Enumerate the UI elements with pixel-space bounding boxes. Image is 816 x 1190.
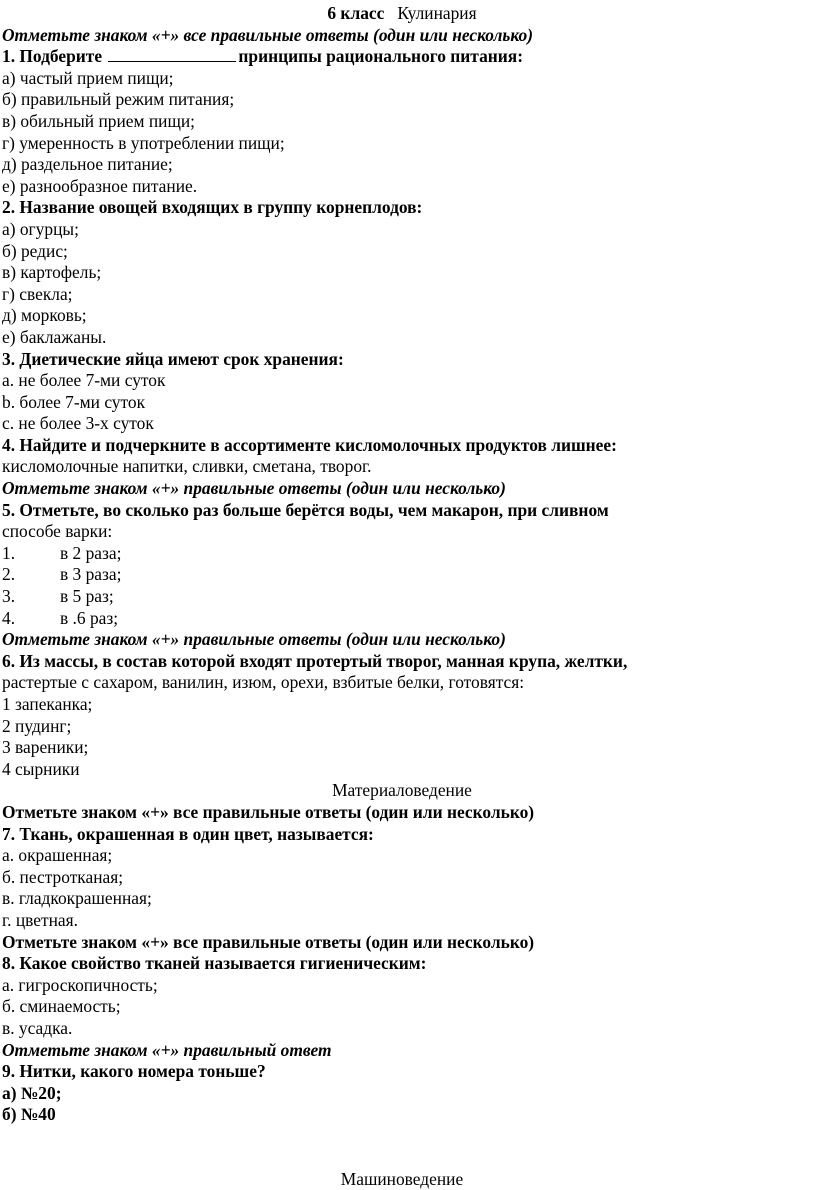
instruction: Отметьте знаком «+» правильные ответы (один или несколько) [2,478,506,499]
question-6: 6. Из массы, в состав которой входят протертый творог, манная крупа, желтки, [2,650,628,671]
option[interactable]: г) свекла; [2,283,73,304]
instruction: Отметьте знаком «+» все правильные ответы (один или несколько) [2,24,533,45]
option-text: в 2 раза; [60,542,122,563]
option[interactable]: a. не более 7-ми суток [2,370,166,391]
option[interactable]: б) правильный режим питания; [2,89,235,110]
question-4: 4. Найдите и подчеркните в ассортименте кисломолочных продуктов лишнее: [2,434,617,455]
question-1-start: 1. Подберите [2,46,103,67]
question-6-continuation: растертые с сахаром, ванилин, изюм, орехи, взбитые белки, готовятся: [2,672,525,693]
question-2: 2. Название овощей входящих в группу корнеплодов: [2,197,423,218]
option[interactable]: а) частый прием пищи; [2,67,174,88]
option[interactable]: б) №40 [2,1104,56,1125]
option-number: 4. [2,607,16,628]
worksheet [2,3,802,1190]
instruction: Отметьте знаком «+» все правильные ответы (один или несколько) [2,801,535,822]
question-7: 7. Ткань, окрашенная в один цвет, называется: [2,823,374,844]
option[interactable]: е) баклажаны. [2,326,107,347]
option-number: 3. [2,586,16,607]
option[interactable]: д) морковь; [2,305,87,326]
option[interactable]: б. сминаемость; [2,996,121,1017]
question-5-continuation: способе варки: [2,521,113,542]
question-3: 3. Диетические яйца имеют срок хранения: [2,348,344,369]
option[interactable]: 3 вареники; [2,737,89,758]
question-4-products[interactable]: кисломолочные напитки, сливки, сметана, творог. [2,456,372,477]
page-header [2,3,802,25]
option[interactable]: г) умеренность в употреблении пищи; [2,132,285,153]
option[interactable]: е) разнообразное питание. [2,175,198,196]
question-8: 8. Какое свойство тканей называется гигиеническим: [2,953,427,974]
option-text: в 5 раз; [60,586,114,607]
option-text: в .6 раз; [60,607,119,628]
option[interactable]: в) картофель; [2,262,102,283]
option[interactable]: а. окрашенная; [2,845,113,866]
option[interactable]: в) обильный прием пищи; [2,110,195,131]
instruction: Отметьте знаком «+» правильный ответ [2,1039,332,1060]
option[interactable] [2,564,802,586]
grade-label: 6 класс [327,3,385,23]
subject-label: Кулинария [397,3,477,23]
option[interactable] [2,608,802,630]
answer-blank[interactable] [108,46,236,62]
option[interactable]: 2 пудинг; [2,715,72,736]
option[interactable]: б) редис; [2,240,68,261]
option[interactable]: c. не более 3-х суток [2,413,154,434]
option[interactable]: в. гладкокрашенная; [2,888,152,909]
section-title-machines: Машиноведение [340,1168,464,1189]
option[interactable] [2,586,802,608]
option[interactable]: в. усадка. [2,1017,73,1038]
option[interactable]: b. более 7-ми суток [2,391,146,412]
option[interactable]: 1 запеканка; [2,694,93,714]
option[interactable]: д) раздельное питание; [2,154,173,175]
option-text: в 3 раза; [60,564,122,585]
option[interactable]: б. пестротканая; [2,866,124,887]
option-number: 2. [2,564,16,585]
option[interactable]: г. цветная. [2,909,78,930]
question-1 [2,46,802,68]
option-number: 1. [2,542,16,563]
option[interactable] [2,543,802,565]
option[interactable]: 4 сырники [2,758,80,779]
option[interactable]: а) №20; [2,1082,62,1103]
option[interactable]: а. гигроскопичность; [2,974,158,995]
question-9: 9. Нитки, какого номера тоньше? [2,1061,266,1082]
question-1-end: принципы рационального питания: [238,46,523,67]
spacer [2,1126,802,1169]
instruction: Отметьте знаком «+» правильные ответы (один или несколько) [2,629,506,650]
question-5: 5. Отметьте, во сколько раз больше берётся воды, чем макарон, при сливном [2,499,609,520]
option[interactable]: а) огурцы; [2,218,79,239]
section-title-materials: Материаловедение [332,780,472,801]
instruction: Отметьте знаком «+» все правильные ответы (один или несколько) [2,931,535,952]
